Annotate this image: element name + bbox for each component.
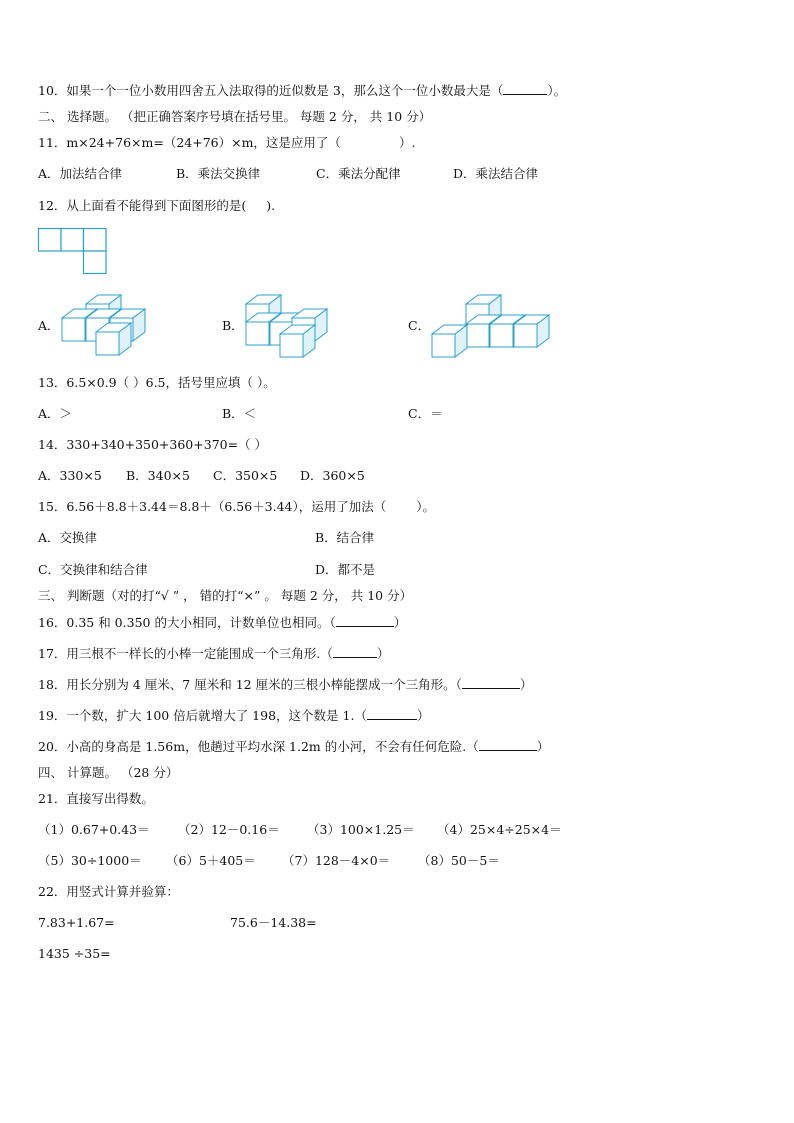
option-b[interactable]: B．结合律 — [315, 530, 375, 545]
cube-figure-a[interactable] — [60, 292, 160, 354]
section-2-heading: 二、 选择题。 （把正确答案序号填在括号里。 每题 2 分， 共 10 分） — [38, 109, 432, 124]
option-d[interactable]: D．都不是 — [315, 562, 376, 577]
question-15 — [38, 499, 435, 515]
question-12-tail: ). — [266, 198, 276, 213]
section-3-heading: 三、 判断题（对的打“√ ” ， 错的打“×” 。 每题 2 分， 共 10 分） — [38, 588, 413, 603]
question-17-text: 17．用三根不一样长的小棒一定能围成一个三角形.（ — [38, 646, 333, 661]
question-20 — [38, 738, 549, 755]
option-a[interactable]: A．330×5 — [38, 468, 102, 483]
q12-option-b-label[interactable]: B． — [222, 318, 244, 333]
calc-item[interactable]: （7）128－4×0＝ — [282, 853, 391, 868]
question-10-text: 10．如果一个一位小数用四舍五入法取得的近似数是 3，那么这个一位小数最大是（ — [38, 83, 504, 98]
answer-blank[interactable] — [367, 707, 417, 720]
q12-option-a-label[interactable]: A． — [38, 318, 60, 333]
option-b[interactable]: B．340×5 — [126, 468, 190, 483]
question-11 — [38, 135, 415, 151]
question-19-tail: ） — [416, 708, 430, 723]
question-22: 22．用竖式计算并验算： — [38, 884, 179, 899]
q12-option-c-label[interactable]: C． — [408, 318, 431, 333]
option-c[interactable]: C．350×5 — [213, 468, 278, 483]
answer-blank[interactable] — [479, 738, 537, 751]
calc-item[interactable]: （5）30÷1000＝ — [38, 853, 142, 868]
question-16-text: 16．0.35 和 0.350 的大小相同，计数单位也相同。（ — [38, 615, 336, 630]
question-10 — [38, 82, 566, 99]
option-a[interactable]: A．＞ — [38, 406, 73, 421]
question-12-text: 12．从上面看不能得到下面图形的是( — [38, 198, 247, 213]
calc-item[interactable]: （2）12－0.16＝ — [178, 822, 280, 837]
option-a[interactable]: A．交换律 — [38, 530, 98, 545]
question-20-tail: ） — [536, 739, 550, 754]
question-15-tail: ）。 — [416, 499, 436, 514]
question-17-tail: ） — [376, 646, 390, 661]
cube-block — [96, 323, 131, 355]
option-d[interactable]: D．360×5 — [300, 468, 365, 483]
cube-block — [514, 315, 549, 347]
vertical-calc-item[interactable]: 1435 ÷35= — [38, 946, 111, 961]
cube-figure-c[interactable] — [430, 292, 560, 354]
question-11-text: 11．m×24+76×m=（24+76）×m，这是应用了（ — [38, 135, 341, 150]
answer-blank[interactable] — [503, 82, 547, 95]
calc-item[interactable]: （1）0.67+0.43＝ — [38, 822, 150, 837]
option-c[interactable]: C．交换律和结合律 — [38, 562, 148, 577]
question-21: 21．直接写出得数。 — [38, 791, 154, 806]
question-11-tail: ）. — [398, 135, 416, 150]
vertical-calc-item[interactable]: 7.83+1.67= — [38, 915, 115, 930]
question-18 — [38, 676, 532, 693]
cube-figure-b[interactable] — [244, 292, 344, 354]
section-4-heading: 四、 计算题。 （28 分） — [38, 765, 179, 780]
option-b[interactable]: B．＜ — [222, 406, 257, 421]
calc-item[interactable]: （6）5＋405＝ — [166, 853, 256, 868]
top-view-grid-figure — [38, 228, 108, 276]
question-19 — [38, 707, 429, 724]
question-19-text: 19．一个数，扩大 100 倍后就增大了 198，这个数是 1.（ — [38, 708, 367, 723]
question-10-tail: ）。 — [547, 83, 567, 98]
question-12 — [38, 198, 275, 214]
question-17 — [38, 645, 389, 662]
calc-item[interactable]: （8）50－5＝ — [418, 853, 500, 868]
question-20-text: 20．小高的身高是 1.56m，他趟过平均水深 1.2m 的小河，不会有任何危险.（ — [38, 739, 479, 754]
vertical-calc-item[interactable]: 75.6－14.38= — [230, 915, 317, 930]
answer-blank[interactable] — [462, 676, 520, 689]
cube-block — [280, 325, 315, 357]
question-18-text: 18．用长分别为 4 厘米、7 厘米和 12 厘米的三根小棒能摆成一个三角形。（ — [38, 677, 462, 692]
option-c[interactable]: C．乘法分配律 — [316, 166, 401, 181]
question-14: 14．330+340+350+360+370=（ ） — [38, 437, 268, 452]
cube-block — [432, 325, 467, 357]
question-15-text: 15．6.56＋8.8＋3.44＝8.8＋（6.56＋3.44），运用了加法（ — [38, 499, 387, 514]
question-16-tail: ） — [393, 615, 407, 630]
answer-blank[interactable] — [336, 614, 394, 627]
option-b[interactable]: B．乘法交换律 — [176, 166, 261, 181]
question-16 — [38, 614, 406, 631]
calc-item[interactable]: （3）100×1.25＝ — [307, 822, 415, 837]
option-c[interactable]: C．＝ — [408, 406, 443, 421]
option-a[interactable]: A．加法结合律 — [38, 166, 123, 181]
calc-item[interactable]: （4）25×4÷25×4＝ — [437, 822, 562, 837]
answer-blank[interactable] — [333, 645, 377, 658]
question-13: 13．6.5×0.9（ ）6.5，括号里应填（ ）。 — [38, 375, 276, 390]
question-18-tail: ） — [519, 677, 533, 692]
option-d[interactable]: D．乘法结合律 — [453, 166, 539, 181]
